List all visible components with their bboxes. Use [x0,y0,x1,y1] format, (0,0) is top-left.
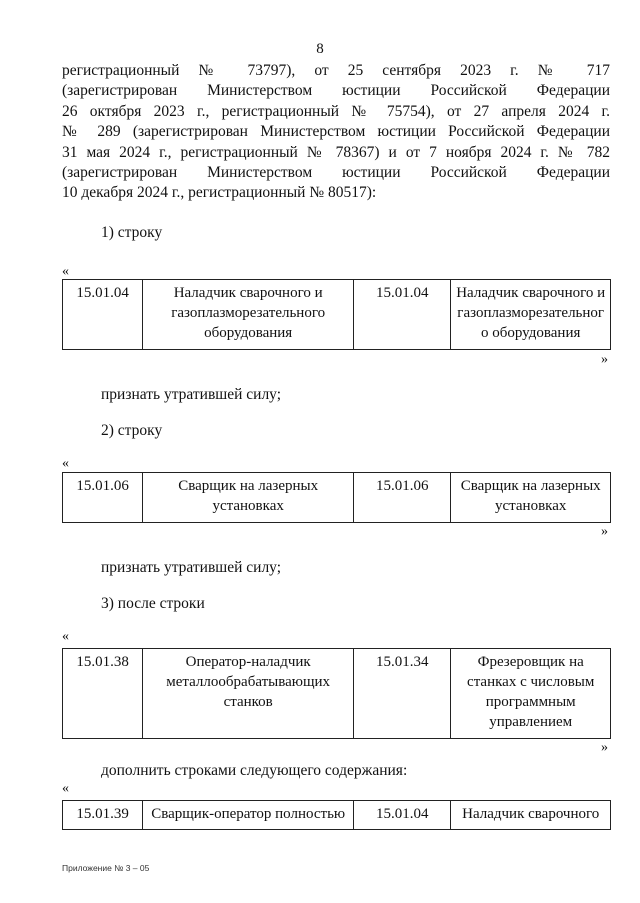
table-row [63,649,611,739]
invalidate-text: признать утратившей силу; [101,386,282,403]
item-3-label: 3) после строки [101,595,205,612]
table-cell-code-new: 15.01.04 [354,801,451,830]
page-footer: Приложение № 3 – 05 [62,863,150,873]
table-cell-name-new: Сварщик на лазерных установках [451,473,611,523]
item-1-label: 1) строку [101,224,163,241]
table-cell-code-old: 15.01.04 [63,280,143,350]
table-3 [62,648,611,739]
table-row [63,280,611,350]
table-cell-code-old: 15.01.38 [63,649,143,739]
quote-close: » [601,352,608,367]
intro-paragraph [62,61,610,204]
table-cell-name-old: Сварщик-оператор полностью [143,801,354,830]
table-cell-code-new: 15.01.34 [354,649,451,739]
table-4 [62,800,611,830]
item-2-label: 2) строку [101,422,163,439]
table-row [63,801,611,830]
invalidate-text: признать утратившей силу; [101,559,282,576]
table-cell-name-new: Наладчик сварочного и газоплазморезательног о оборудования [451,280,611,350]
table-cell-name-new: Фрезеровщик на станках с числовым программным управлением [451,649,611,739]
table-1 [62,279,611,350]
table-cell-name-old: Сварщик на лазерных установках [143,473,354,523]
table-cell-code-old: 15.01.39 [63,801,143,830]
quote-open: « [62,264,69,279]
intro-line: 10 декабря 2024 г., регистрационный № 80517): [62,184,377,202]
table-cell-code-new: 15.01.04 [354,280,451,350]
table-cell-name-old: Наладчик сварочного и газоплазморезательного оборудования [143,280,354,350]
table-cell-name-old: Оператор-наладчик металлообрабатывающих станков [143,649,354,739]
page-number: 8 [316,41,324,57]
table-row [63,473,611,523]
quote-open: « [62,781,69,796]
intro-line: № 289 (зарегистрирован Министерством юстиции Российской Федерации [62,123,610,141]
supplement-text: дополнить строками следующего содержания: [101,762,408,779]
table-2 [62,472,611,523]
intro-line: 31 мая 2024 г., регистрационный № 78367) и от 7 ноября 2024 г. № 782 [62,143,610,161]
intro-line: 26 октября 2023 г., регистрационный № 75754), от 27 апреля 2024 г. [62,102,610,120]
quote-close: » [601,740,608,755]
table-cell-code-old: 15.01.06 [63,473,143,523]
table-cell-name-new: Наладчик сварочного [451,801,611,830]
table-cell-code-new: 15.01.06 [354,473,451,523]
quote-open: « [62,456,69,471]
intro-line: (зарегистрирован Министерством юстиции Российской Федерации [62,163,610,181]
quote-open: « [62,629,69,644]
quote-close: » [601,524,608,539]
intro-line: (зарегистрирован Министерством юстиции Российской Федерации [62,82,610,100]
intro-line: регистрационный № 73797), от 25 сентября 2023 г. № 717 [62,62,610,79]
